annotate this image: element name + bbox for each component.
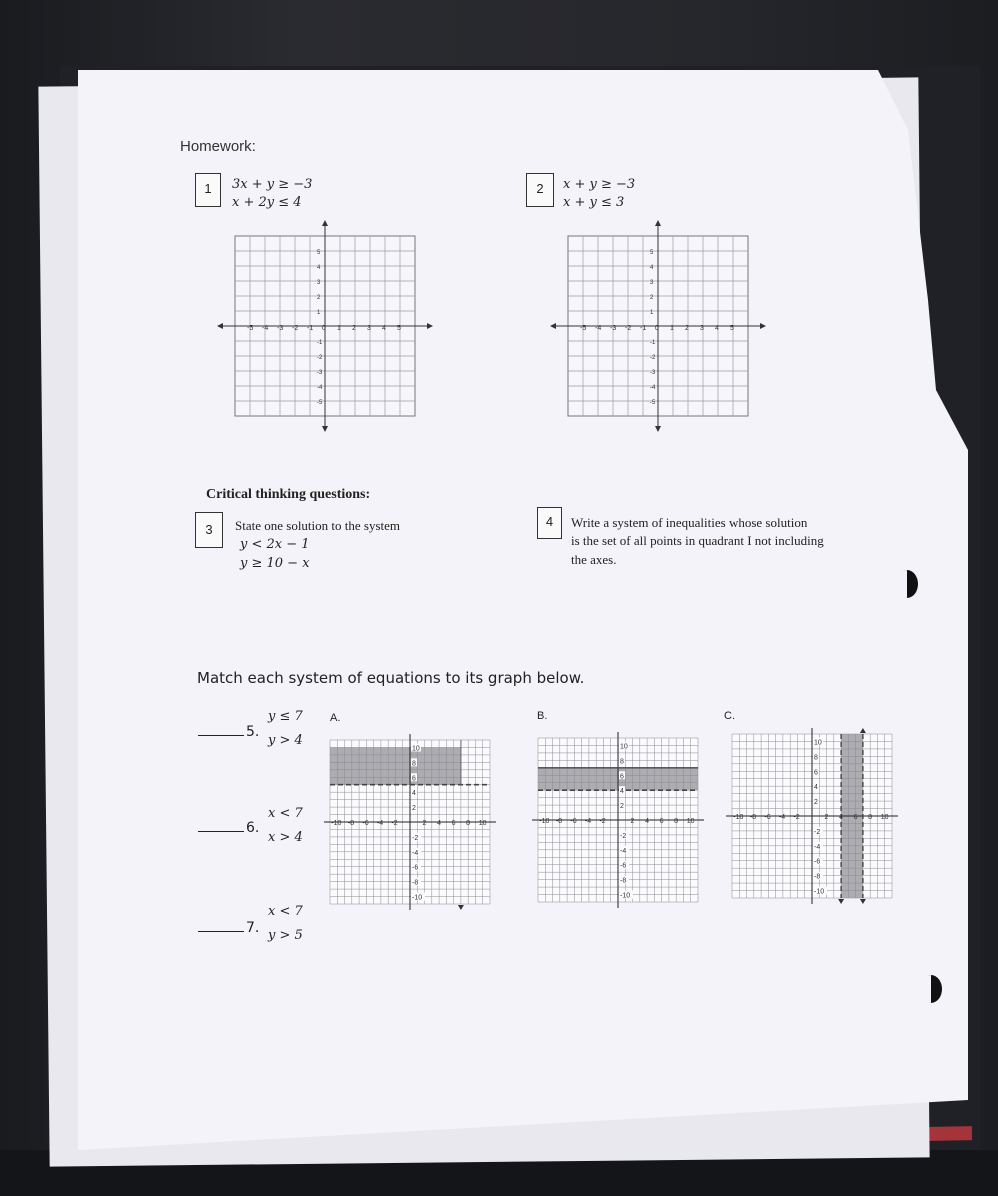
inequality-line: x < 7 [268, 806, 303, 821]
answer-blank[interactable] [198, 818, 244, 832]
coordinate-grid-2 [538, 212, 778, 434]
arrow-right [427, 323, 433, 329]
question-text: the axes. [571, 552, 617, 567]
problem-number-box: 3 [195, 512, 223, 548]
x-tick-label: 3 [700, 325, 704, 332]
inequality-line: x + y ≥ −3 [563, 177, 636, 192]
x-tick-label: -3 [610, 325, 617, 332]
arrow-down [860, 899, 866, 904]
y-tick-label: 10 [814, 739, 822, 747]
x-tick-label: 0 [655, 325, 659, 332]
inequality-line: x + y ≤ 3 [563, 195, 625, 210]
x-tick-label: -8 [749, 814, 757, 821]
y-tick-label: 3 [650, 280, 654, 286]
x-tick-label: -10 [331, 820, 342, 827]
x-tick-label: 4 [839, 814, 843, 821]
x-tick-label: -4 [595, 325, 602, 332]
match-heading: Match each system of equations to its graph below. [197, 669, 585, 687]
x-tick-label: -2 [391, 820, 398, 827]
y-tick-label: 10 [412, 745, 420, 753]
y-tick-label: -5 [650, 400, 656, 406]
x-tick-label: 2 [630, 818, 635, 825]
y-tick-label: 6 [412, 775, 416, 783]
x-tick-label: 6 [853, 814, 858, 821]
y-tick-label: -6 [412, 864, 419, 872]
arrow-up [322, 220, 328, 226]
x-tick-label: -4 [262, 325, 269, 332]
item-number: 5. [246, 724, 260, 740]
arrow-down [458, 905, 464, 910]
y-tick-label: 10 [620, 743, 628, 751]
answer-blank[interactable] [198, 918, 244, 932]
y-tick-label: 2 [814, 799, 818, 807]
question-text: is the set of all points in quadrant I not including [571, 533, 824, 548]
y-tick-label: 2 [412, 805, 416, 813]
x-tick-label: -6 [570, 818, 577, 825]
x-tick-label: -6 [764, 814, 771, 821]
item-number: 7. [246, 920, 260, 936]
y-tick-label: -2 [650, 355, 656, 361]
arrow-left [217, 323, 223, 329]
problem-number-box: 2 [526, 173, 554, 207]
x-tick-label: 0 [322, 325, 326, 332]
y-tick-label: 2 [620, 803, 624, 811]
x-tick-label: -10 [539, 818, 550, 825]
x-tick-label: -8 [555, 818, 563, 825]
x-tick-label: -6 [362, 820, 369, 827]
x-tick-label: 1 [670, 325, 674, 332]
y-tick-label: -8 [412, 879, 419, 887]
y-tick-label: 4 [814, 784, 818, 792]
x-tick-label: -2 [793, 814, 800, 821]
y-tick-label: -10 [412, 894, 423, 902]
y-tick-label: 8 [412, 760, 416, 768]
x-tick-label: 4 [715, 325, 719, 332]
x-tick-label: -2 [599, 818, 606, 825]
graph-label: A. [330, 712, 341, 724]
hole-punch [920, 975, 942, 1003]
graph-c [720, 722, 902, 908]
x-tick-label: -3 [277, 325, 284, 332]
answer-item [198, 918, 259, 936]
x-tick-label: 6 [659, 818, 664, 825]
x-tick-label: 8 [674, 818, 679, 825]
x-tick-label: -1 [307, 325, 314, 332]
x-tick-label: 2 [352, 325, 356, 332]
answer-item [198, 818, 259, 836]
x-tick-label: 2 [824, 814, 829, 821]
arrow-down [655, 426, 661, 432]
graph-label: B. [537, 710, 548, 722]
x-tick-label: 10 [880, 814, 889, 821]
coordinate-grid-1 [205, 212, 445, 434]
y-tick-label: 2 [650, 295, 654, 301]
x-tick-label: 10 [686, 818, 695, 825]
x-tick-label: 4 [645, 818, 649, 825]
x-tick-label: -4 [584, 818, 592, 825]
question-prompt: State one solution to the system [235, 518, 401, 533]
x-tick-label: 1 [337, 325, 341, 332]
y-tick-label: 6 [620, 773, 624, 781]
x-tick-label: -5 [580, 325, 587, 332]
question-text: Write a system of inequalities whose solution [571, 515, 808, 530]
y-tick-label: -8 [620, 877, 627, 885]
arrow-up [860, 728, 866, 733]
x-tick-label: 8 [466, 820, 471, 827]
arrow-down [322, 426, 328, 432]
y-tick-label: -2 [317, 355, 323, 361]
item-number: 6. [246, 820, 260, 836]
y-tick-label: 8 [814, 754, 818, 762]
y-tick-label: -4 [620, 847, 627, 855]
x-tick-label: 5 [397, 325, 401, 332]
y-tick-label: -2 [814, 828, 821, 836]
y-tick-label: -6 [620, 862, 627, 870]
graph-a [318, 728, 500, 918]
x-tick-label: -2 [292, 325, 299, 332]
x-tick-label: 8 [868, 814, 873, 821]
x-tick-label: 4 [437, 820, 441, 827]
y-tick-label: 1 [650, 310, 654, 316]
answer-blank[interactable] [198, 722, 244, 736]
page-title: Homework: [180, 138, 256, 155]
y-tick-label: -1 [317, 340, 323, 346]
y-tick-label: 5 [650, 250, 654, 256]
x-tick-label: -1 [640, 325, 647, 332]
graph-label: C. [724, 710, 735, 722]
inequality-line: x + 2y ≤ 4 [232, 195, 302, 210]
y-tick-label: 4 [620, 788, 624, 796]
y-tick-label: 6 [814, 769, 818, 777]
y-tick-label: -6 [814, 858, 821, 866]
y-tick-label: -4 [317, 385, 323, 391]
y-tick-label: -2 [412, 834, 419, 842]
y-tick-label: -4 [650, 385, 656, 391]
y-tick-label: -5 [317, 400, 323, 406]
problem-number-box: 1 [195, 173, 221, 207]
y-tick-label: -3 [317, 370, 323, 376]
arrow-up [655, 220, 661, 226]
y-tick-label: -4 [412, 849, 419, 857]
y-tick-label: -4 [814, 843, 821, 851]
y-tick-label: 1 [317, 310, 321, 316]
arrow-left [550, 323, 556, 329]
x-tick-label: 5 [730, 325, 734, 332]
inequality-line: y > 4 [268, 733, 303, 748]
y-tick-label: -8 [814, 873, 821, 881]
arrow-right [760, 323, 766, 329]
y-tick-label: -3 [650, 370, 656, 376]
y-tick-label: 8 [620, 758, 624, 766]
x-tick-label: 6 [451, 820, 456, 827]
hole-punch [896, 570, 918, 598]
x-tick-label: -5 [247, 325, 254, 332]
y-tick-label: 2 [317, 295, 321, 301]
y-tick-label: -10 [620, 892, 631, 900]
answer-item [198, 722, 259, 740]
inequality-line: y ≥ 10 − x [240, 556, 310, 571]
y-tick-label: 4 [412, 790, 416, 798]
critical-heading: Critical thinking questions: [206, 487, 371, 502]
y-tick-label: -10 [814, 888, 825, 896]
y-tick-label: 4 [317, 265, 321, 271]
x-tick-label: -4 [376, 820, 384, 827]
x-tick-label: -2 [625, 325, 632, 332]
y-tick-label: -1 [650, 340, 656, 346]
inequality-line: x > 4 [268, 830, 303, 845]
y-tick-label: -2 [620, 832, 627, 840]
x-tick-label: 3 [367, 325, 371, 332]
x-tick-label: 4 [382, 325, 386, 332]
inequality-line: y ≤ 7 [268, 709, 303, 724]
arrow-down [838, 899, 844, 904]
inequality-line: 3x + y ≥ −3 [232, 177, 313, 192]
x-tick-label: 2 [685, 325, 689, 332]
x-tick-label: -8 [347, 820, 355, 827]
problem-number-box: 4 [537, 507, 562, 539]
x-tick-label: 10 [478, 820, 487, 827]
x-tick-label: -10 [733, 814, 744, 821]
x-tick-label: -4 [778, 814, 786, 821]
inequality-line: x < 7 [268, 904, 303, 919]
y-tick-label: 4 [650, 265, 654, 271]
y-tick-label: 3 [317, 280, 321, 286]
y-tick-label: 5 [317, 250, 321, 256]
x-tick-label: 2 [422, 820, 427, 827]
graph-b [526, 726, 708, 912]
inequality-line: y > 5 [268, 928, 303, 943]
inequality-line: y < 2x − 1 [240, 537, 310, 552]
